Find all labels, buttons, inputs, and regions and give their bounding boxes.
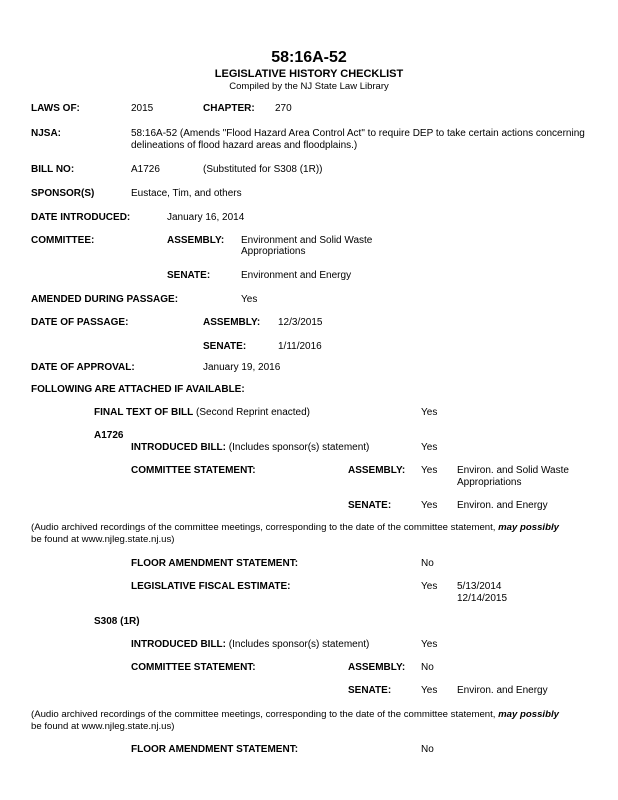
- laws-of-label: LAWS OF:: [31, 103, 80, 114]
- audio-note-2-text: (Audio archived recordings of the committee meetings, corresponding to the date of the committee statement,: [31, 709, 496, 720]
- a1726-committee-label: COMMITTEE STATEMENT:: [131, 465, 256, 476]
- s308-senate-committee: Environ. and Energy: [457, 685, 548, 696]
- a1726-introduced-note: (Includes sponsor(s) statement): [228, 442, 370, 453]
- s308-assembly-label: ASSEMBLY:: [348, 662, 406, 673]
- a1726-senate-label: SENATE:: [348, 500, 392, 511]
- final-text-note: (Second Reprint enacted): [196, 407, 311, 418]
- njsa-label: NJSA:: [31, 128, 62, 139]
- a1726-fiscal-date-1: 5/13/2014: [457, 581, 502, 592]
- passage-assembly-label: ASSEMBLY:: [203, 317, 261, 328]
- committee-assembly-label: ASSEMBLY:: [167, 235, 225, 246]
- s308-introduced-value: Yes: [421, 639, 438, 650]
- s308-assembly-value: No: [421, 662, 434, 673]
- bill-no-value: A1726: [131, 164, 160, 175]
- a1726-assembly-committee-line-1: Environ. and Solid Waste: [457, 465, 569, 476]
- passage-senate-value: 1/11/2016: [278, 341, 322, 352]
- audio-note-2-line-1: [31, 709, 559, 721]
- amended-label: AMENDED DURING PASSAGE:: [31, 294, 179, 305]
- audio-note-2-emphasis: may possibly: [498, 709, 559, 720]
- approval-value: January 19, 2016: [203, 362, 281, 373]
- s308-introduced-note: (Includes sponsor(s) statement): [228, 639, 370, 650]
- passage-senate-label: SENATE:: [203, 341, 247, 352]
- s308-senate-label: SENATE:: [348, 685, 392, 696]
- committee-label: COMMITTEE:: [31, 235, 95, 246]
- chapter-label: CHAPTER:: [203, 103, 255, 114]
- committee-assembly-line-2: Appropriations: [241, 246, 306, 257]
- laws-of-value: 2015: [131, 103, 154, 114]
- bill-no-note: (Substituted for S308 (1R)): [203, 164, 323, 175]
- s308-heading: S308 (1R): [94, 616, 140, 627]
- committee-assembly-line-1: Environment and Solid Waste: [241, 235, 373, 246]
- chapter-value: 270: [275, 103, 292, 114]
- audio-note-1-line-2: be found at www.njleg.state.nj.us): [31, 534, 175, 545]
- approval-label: DATE OF APPROVAL:: [31, 362, 135, 373]
- a1726-fiscal-date-2: 12/14/2015: [457, 593, 508, 604]
- s308-introduced-label: INTRODUCED BILL:: [131, 639, 226, 650]
- final-text-row: [94, 407, 310, 419]
- date-introduced-value: January 16, 2014: [167, 212, 245, 223]
- s308-floor-value: No: [421, 744, 434, 755]
- s308-floor-label: FLOOR AMENDMENT STATEMENT:: [131, 744, 299, 755]
- a1726-floor-label: FLOOR AMENDMENT STATEMENT:: [131, 558, 299, 569]
- sponsors-value: Eustace, Tim, and others: [131, 188, 242, 199]
- s308-committee-label: COMMITTEE STATEMENT:: [131, 662, 256, 673]
- a1726-introduced-value: Yes: [421, 442, 438, 453]
- njsa-line-1: 58:16A-52 (Amends "Flood Hazard Area Control Act" to require DEP to take certain actions concerning: [131, 128, 585, 139]
- a1726-assembly-label: ASSEMBLY:: [348, 465, 406, 476]
- committee-senate-label: SENATE:: [167, 270, 211, 281]
- final-text-value: Yes: [421, 407, 438, 418]
- a1726-introduced-row: [131, 442, 369, 454]
- njsa-line-2: delineations of flood hazard areas and floodplains.): [131, 140, 358, 151]
- passage-label: DATE OF PASSAGE:: [31, 317, 129, 328]
- committee-senate-value: Environment and Energy: [241, 270, 352, 281]
- a1726-fiscal-value: Yes: [421, 581, 438, 592]
- a1726-senate-value: Yes: [421, 500, 438, 511]
- amended-value: Yes: [241, 294, 258, 305]
- a1726-fiscal-label: LEGISLATIVE FISCAL ESTIMATE:: [131, 581, 291, 592]
- page-subtitle: Compiled by the NJ State Law Library: [229, 81, 389, 92]
- a1726-assembly-committee-line-2: Appropriations: [457, 477, 522, 488]
- audio-note-1-emphasis: may possibly: [498, 522, 559, 533]
- audio-note-1-line-1: [31, 522, 559, 534]
- audio-note-2-line-2: be found at www.njleg.state.nj.us): [31, 721, 175, 732]
- statute-number: 58:16A-52: [271, 49, 347, 66]
- s308-senate-value: Yes: [421, 685, 438, 696]
- a1726-introduced-label: INTRODUCED BILL:: [131, 442, 226, 453]
- sponsors-label: SPONSOR(S): [31, 188, 95, 199]
- a1726-senate-committee: Environ. and Energy: [457, 500, 548, 511]
- attached-heading: FOLLOWING ARE ATTACHED IF AVAILABLE:: [31, 384, 245, 395]
- final-text-label: FINAL TEXT OF BILL: [94, 407, 194, 418]
- a1726-floor-value: No: [421, 558, 434, 569]
- bill-no-label: BILL NO:: [31, 164, 75, 175]
- a1726-heading: A1726: [94, 430, 124, 441]
- a1726-assembly-value: Yes: [421, 465, 438, 476]
- audio-note-1-text: (Audio archived recordings of the committee meetings, corresponding to the date of the committee statement,: [31, 522, 496, 533]
- date-introduced-label: DATE INTRODUCED:: [31, 212, 131, 223]
- passage-assembly-value: 12/3/2015: [278, 317, 323, 328]
- page-title: LEGISLATIVE HISTORY CHECKLIST: [214, 68, 404, 80]
- s308-introduced-row: [131, 639, 369, 651]
